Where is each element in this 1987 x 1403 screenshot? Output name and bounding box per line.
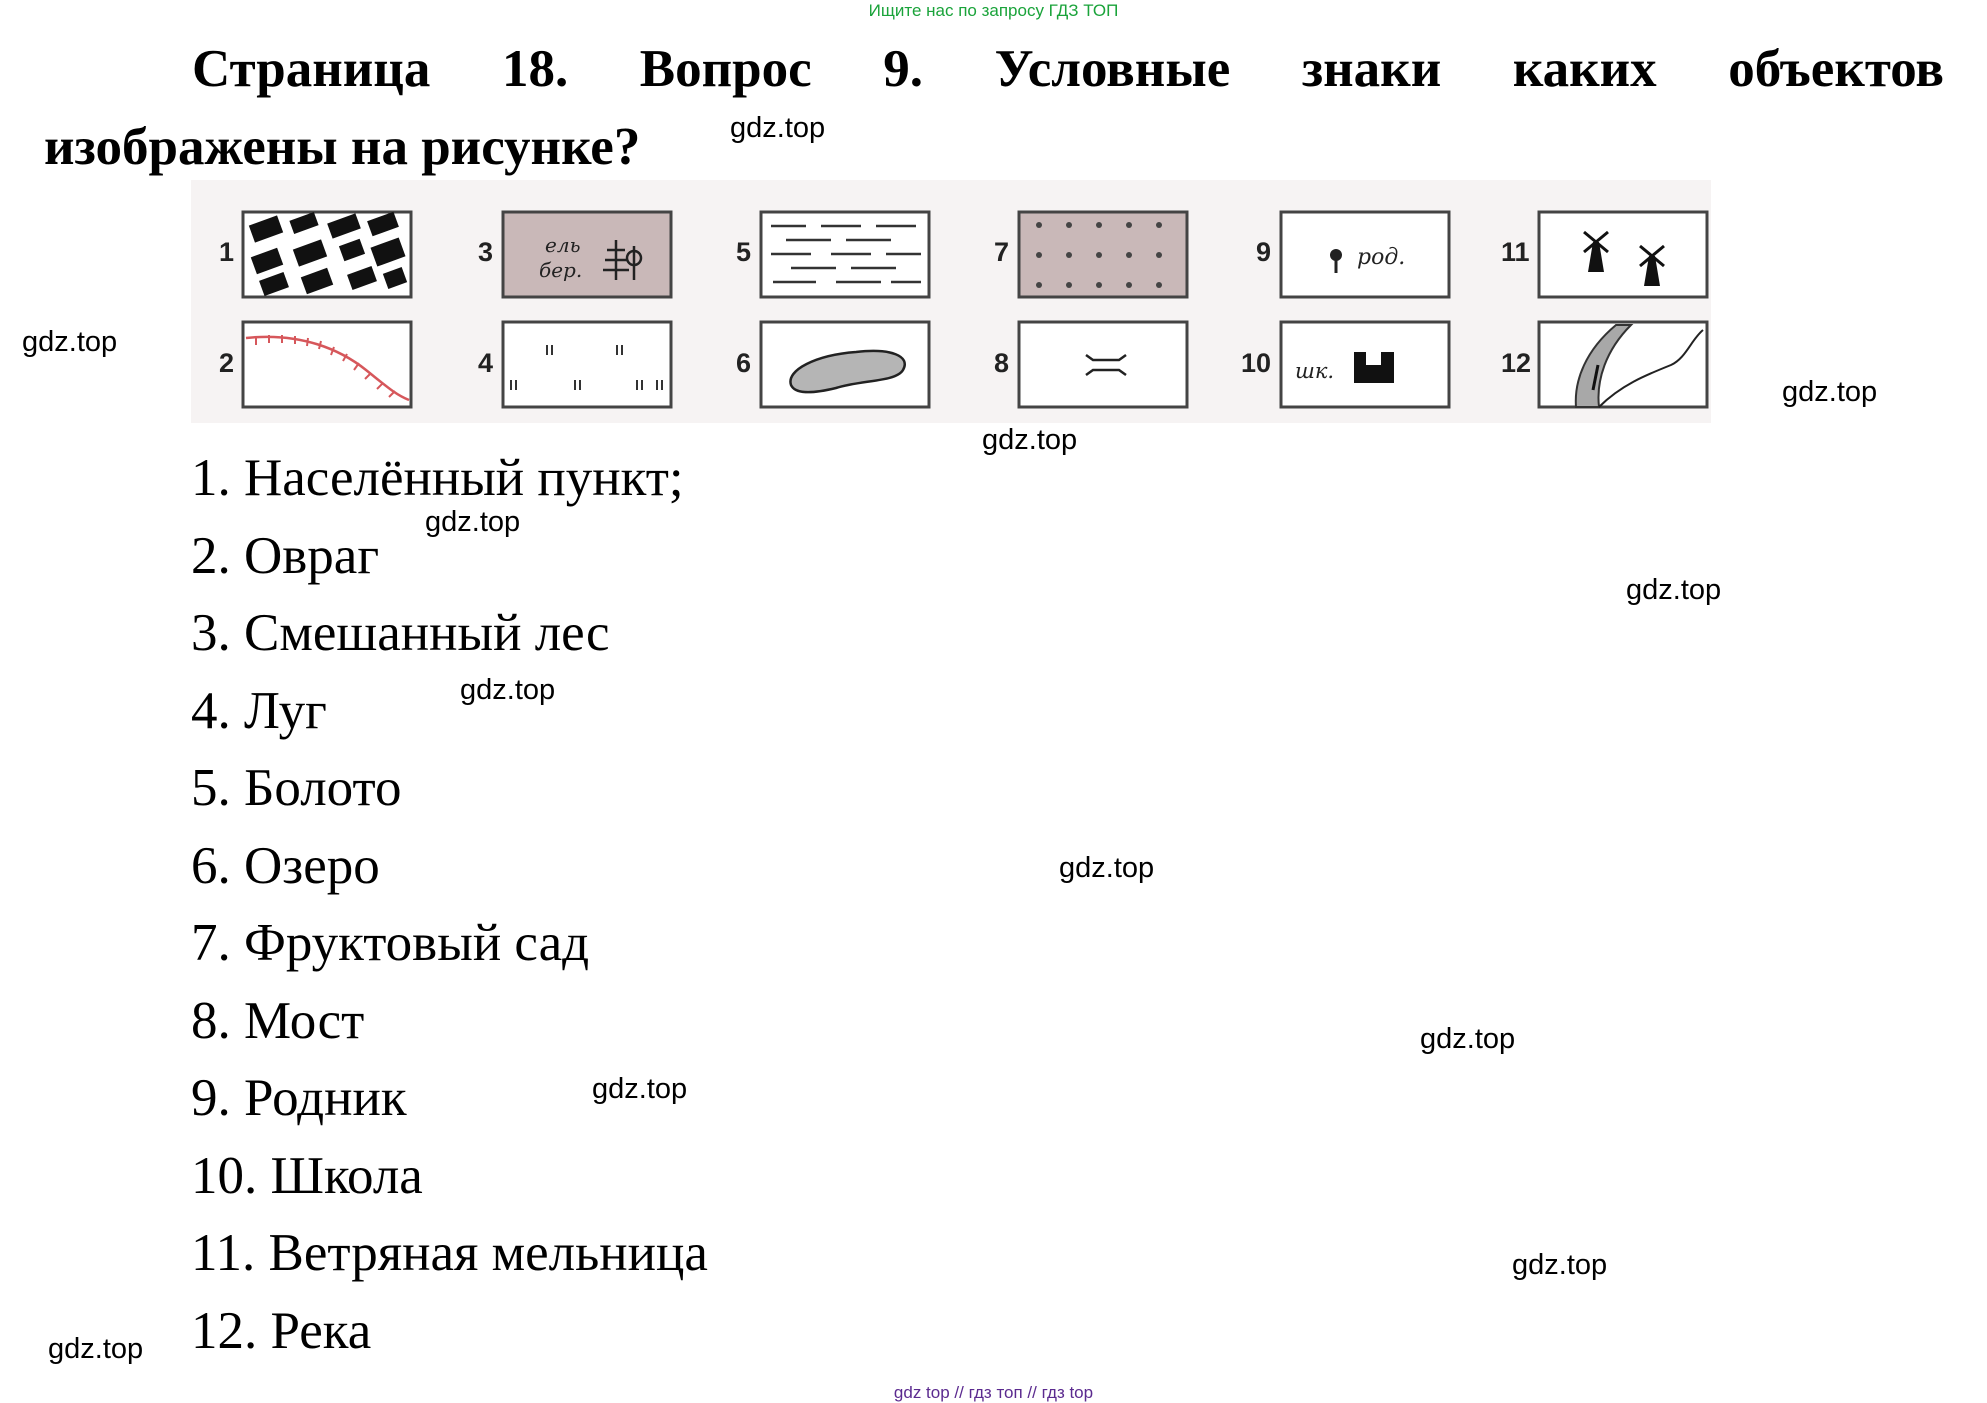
title-word: Страница <box>192 40 431 98</box>
watermark: gdz.top <box>592 1073 688 1105</box>
forest-label-top: ель <box>545 233 581 257</box>
question-title <box>44 30 1944 186</box>
list-item: 2. Овраг <box>191 526 380 585</box>
title-word: Условные <box>994 40 1231 98</box>
spring-symbol <box>1281 212 1449 297</box>
school-label: шк. <box>1295 359 1335 383</box>
settlement-symbol <box>243 212 411 297</box>
title-word: 18. <box>501 40 569 98</box>
symbol-number: 5 <box>736 237 752 267</box>
mixed-forest-symbol <box>503 212 671 297</box>
list-item: 9. Родник <box>191 1069 407 1127</box>
list-item: 3. Смешанный лес <box>191 604 610 662</box>
orchard-symbol <box>1019 212 1187 297</box>
river-symbol <box>1539 322 1707 407</box>
map-symbols-figure <box>191 180 1711 423</box>
watermark: gdz.top <box>1059 852 1155 884</box>
watermark: gdz.top <box>1626 574 1722 606</box>
symbol-number: 6 <box>736 348 752 378</box>
symbol-number: 2 <box>219 348 235 378</box>
watermark: gdz.top <box>48 1333 144 1365</box>
windmill-symbol <box>1539 212 1707 297</box>
list-item: 8. Мост <box>191 991 365 1050</box>
lake-symbol <box>761 322 929 407</box>
watermark: gdz.top <box>425 506 521 538</box>
footer-links[interactable]: gdz top // гдз топ // гдз top <box>893 1383 1094 1402</box>
symbol-number: 7 <box>994 237 1010 267</box>
map-symbols-svg <box>191 180 1711 423</box>
spring-icon <box>1330 249 1342 261</box>
title-word: Вопрос <box>639 40 812 98</box>
title-word: объектов <box>1728 40 1944 98</box>
swamp-symbol <box>761 212 929 297</box>
watermark: gdz.top <box>460 674 556 706</box>
watermark: gdz.top <box>1420 1023 1516 1055</box>
list-item: 5. Болото <box>191 759 402 817</box>
bridge-symbol <box>1019 322 1187 407</box>
symbol-number: 1 <box>219 237 235 267</box>
symbol-number: 3 <box>478 237 494 267</box>
ravine-symbol <box>243 322 411 407</box>
answer-list <box>191 440 708 1370</box>
symbol-number: 12 <box>1501 348 1532 378</box>
list-item: 4. Луг <box>191 681 327 740</box>
symbol-number: 11 <box>1501 237 1530 267</box>
list-item: 6. Озеро <box>191 836 380 895</box>
symbol-number: 10 <box>1241 348 1272 378</box>
symbol-number: 9 <box>1256 237 1272 267</box>
title-word: 9. <box>883 40 923 98</box>
watermark: gdz.top <box>730 112 826 144</box>
list-item: 12. Река <box>191 1301 372 1360</box>
list-item: 1. Населённый пункт; <box>191 449 684 507</box>
list-item: 7. Фруктовый сад <box>191 914 590 972</box>
title-line-1 <box>44 30 1944 108</box>
watermark: gdz.top <box>982 424 1078 456</box>
title-word: знаки <box>1301 40 1442 98</box>
watermark: gdz.top <box>1782 376 1878 408</box>
forest-label-bottom: бер. <box>539 258 583 282</box>
spring-label: род. <box>1357 245 1406 270</box>
watermark: gdz.top <box>1512 1249 1608 1281</box>
title-line-2: изображены на рисунке? <box>44 118 641 176</box>
symbol-number: 8 <box>994 348 1010 378</box>
school-symbol <box>1281 322 1449 407</box>
list-item: 11. Ветряная мельница <box>191 1224 708 1282</box>
search-note: Ищите нас по запросу ГДЗ ТОП <box>868 1 1119 20</box>
list-item: 10. Школа <box>191 1146 423 1205</box>
title-word: каких <box>1512 40 1657 98</box>
meadow-symbol <box>503 322 671 407</box>
symbol-number: 4 <box>478 348 494 378</box>
watermark: gdz.top <box>22 326 118 358</box>
